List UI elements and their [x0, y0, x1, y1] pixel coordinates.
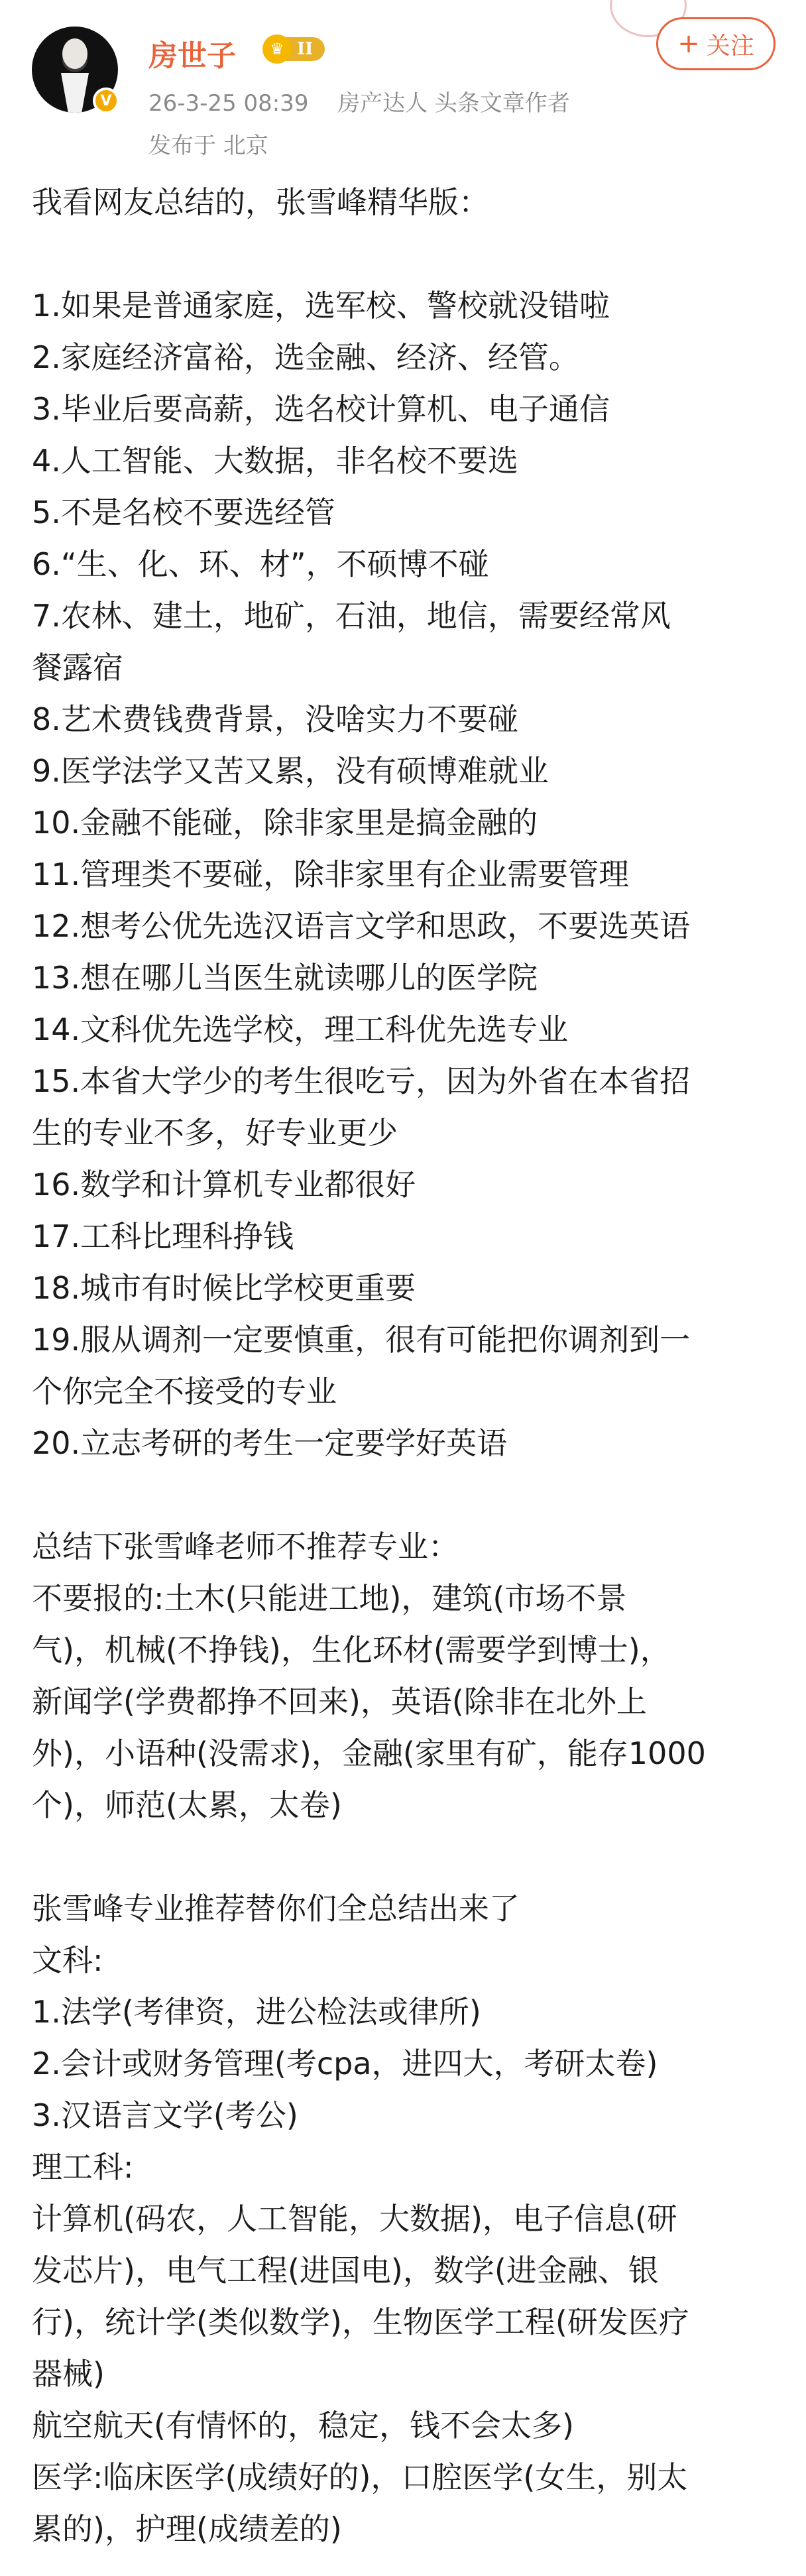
avatar-shirt	[61, 73, 89, 113]
text-line: 18.城市有时候比学校更重要	[32, 1270, 416, 1306]
text-line: 个你完全不接受的专业	[32, 1374, 337, 1409]
post-location: 发布于 北京	[148, 133, 268, 159]
text-line: 1.法学(考律资，进公检法或律所)	[32, 1994, 481, 2030]
text-line: 11.管理类不要碰，除非家里有企业需要管理	[32, 856, 630, 892]
text-line: 1.如果是普通家庭，选军校、警校就没错啦	[32, 288, 610, 323]
text-line: 2.家庭经济富裕，选金融、经济、经管。	[32, 339, 579, 375]
text-line: 生的专业不多，好专业更少	[32, 1115, 398, 1151]
text-line: 16.数学和计算机专业都很好	[32, 1167, 416, 1202]
text-line: 我看网友总结的，张雪峰精华版：	[32, 184, 489, 220]
text-line: 餐露宿	[32, 650, 123, 685]
text-line: 器械)	[32, 2356, 105, 2392]
level-badge	[262, 34, 347, 64]
text-line: 累的)，护理(成绩差的)	[32, 2511, 342, 2547]
author-tags: 房产达人 头条文章作者	[337, 90, 570, 117]
post-meta	[148, 85, 570, 117]
text-line: 个)，师范(太累，太卷)	[32, 1787, 342, 1823]
text-line: 总结下张雪峰老师不推荐专业：	[32, 1529, 459, 1564]
text-line: 15.本省大学少的考生很吃亏，因为外省在本省招	[32, 1063, 691, 1099]
blank-line	[32, 1831, 787, 1883]
text-line: 7.农林、建土，地矿，石油，地信，需要经常风	[32, 598, 671, 634]
post-header	[0, 0, 806, 166]
text-line: 行)，统计学(类似数学)，生物医学工程(研发医疗	[32, 2304, 689, 2340]
text-line: 3.汉语言文学(考公)	[32, 2097, 298, 2133]
text-line: 9.医学法学又苦又累，没有硕博难就业	[32, 753, 549, 789]
text-line: 计算机(码农，人工智能，大数据)，电子信息(研	[32, 2201, 677, 2237]
text-line: 5.不是名校不要选经管	[32, 495, 335, 530]
text-line: 不要报的:土木(只能进工地)，建筑(市场不景	[32, 1580, 627, 1616]
text-line: 2.会计或财务管理(考cpa，进四大，考研太卷)	[32, 2046, 658, 2081]
text-line: 13.想在哪儿当医生就读哪儿的医学院	[32, 960, 538, 996]
blank-line	[32, 228, 787, 280]
text-line: 10.金融不能碰，除非家里是搞金融的	[32, 805, 538, 841]
text-line: 张雪峰专业推荐替你们全总结出来了	[32, 1891, 520, 1926]
level-label: II	[285, 37, 325, 61]
text-line: 4.人工智能、大数据，非名校不要选	[32, 443, 518, 479]
avatar-face	[62, 38, 87, 69]
author-name[interactable]: 房世子	[148, 39, 236, 73]
post-timestamp: 26-3-25 08:39	[148, 90, 309, 117]
text-line: 14.文科优先选学校，理工科优先选专业	[32, 1012, 569, 1047]
text-line: 文科:	[32, 1942, 103, 1978]
text-line: 航空航天(有情怀的，稳定，钱不会太多)	[32, 2408, 574, 2443]
text-line: 医学:临床医学(成绩好的)，口腔医学(女生，别太	[32, 2459, 688, 2495]
follow-label: 关注	[706, 32, 754, 60]
text-line: 19.服从调剂一定要慎重，很有可能把你调剂到一	[32, 1322, 691, 1358]
text-line: 3.毕业后要高薪，选名校计算机、电子通信	[32, 391, 610, 427]
v-badge-icon: V	[93, 88, 119, 114]
text-line: 6.“生、化、环、材”，不硕博不碰	[32, 546, 489, 582]
plus-icon: +	[677, 29, 700, 59]
text-line: 8.艺术费钱费背景，没啥实力不要碰	[32, 701, 518, 737]
text-line: 理工科:	[32, 2149, 134, 2185]
crown-icon: ♛	[262, 34, 292, 64]
text-line: 新闻学(学费都挣不回来)，英语(除非在北外上	[32, 1684, 647, 1720]
post-body	[32, 176, 787, 2555]
text-line: 17.工科比理科挣钱	[32, 1218, 294, 1254]
text-line: 12.想考公优先选汉语言文学和思政，不要选英语	[32, 908, 691, 944]
follow-button[interactable]	[656, 17, 776, 70]
text-line: 外)，小语种(没需求)，金融(家里有矿，能存1000	[32, 1735, 706, 1771]
blank-line	[32, 1469, 787, 1521]
text-line: 气)，机械(不挣钱)，生化环材(需要学到博士)，	[32, 1632, 671, 1668]
text-line: 发芯片)，电气工程(进国电)，数学(进金融、银	[32, 2253, 659, 2288]
text-line: 20.立志考研的考生一定要学好英语	[32, 1425, 508, 1461]
